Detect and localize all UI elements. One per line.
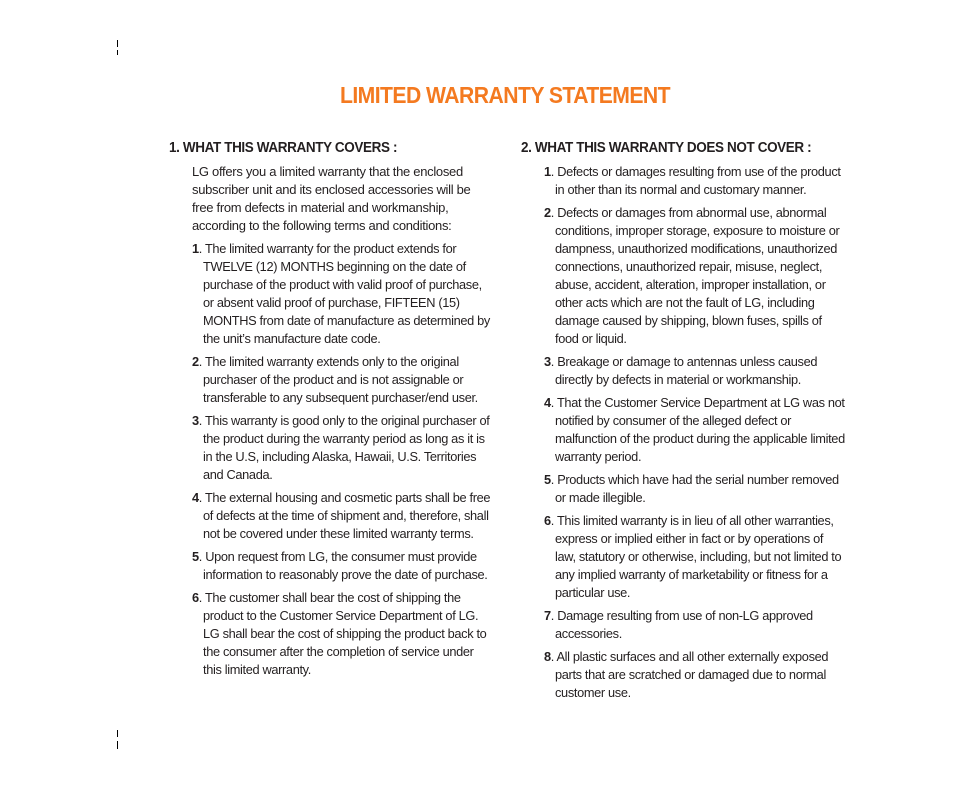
crop-mark-top-2 [117,50,118,55]
item-text: . This limited warranty is in lieu of all other warranties, express or implied either in fact or by operations of law, statutory or otherwise, including, but not limited to any implied warranty of marketability or fitness for a particular use. [550,513,842,600]
list-item [544,648,845,702]
item-text: . This warranty is good only to the original purchaser of the product during the warranty period as long as it is in the U.S, including Alaska, Hawaii, U.S. Territories and Canada. [198,413,490,482]
item-number: 4 [544,395,551,410]
item-text: . The limited warranty extends only to the original purchaser of the product and is not assignable or transferable to any subsequent purchaser/end user. [198,354,478,405]
list-item [192,353,493,407]
item-number: 5 [544,472,551,487]
item-number: 5 [192,549,199,564]
crop-mark-bottom-2 [117,741,118,749]
crop-mark-top [117,40,118,47]
item-number: 6 [544,513,551,528]
list-item [192,412,493,484]
item-text: . The external housing and cosmetic parts shall be free of defects at the time of shipment and, therefore, shall not be covered under these limited warranty terms. [198,490,491,541]
list-item [192,589,493,679]
item-number: 8 [544,649,551,664]
list-item [544,204,845,348]
item-number: 3 [544,354,551,369]
list-item [544,512,845,602]
item-number: 7 [544,608,551,623]
list-item [544,607,845,643]
item-number: 4 [192,490,199,505]
list-item [192,240,493,348]
list-item [192,489,493,543]
item-text: . Upon request from LG, the consumer must provide information to reasonably prove the date of purchase. [198,549,488,582]
list-item [544,163,845,199]
item-number: 1 [192,241,199,256]
does-not-cover-heading: 2. WHAT THIS WARRANTY DOES NOT COVER : [521,140,812,156]
does-not-cover-section [521,139,851,707]
item-text: . Products which have had the serial number removed or made illegible. [550,472,839,505]
item-text: . The limited warranty for the product extends for TWELVE (12) MONTHS beginning on the date of purchase of the product with valid proof of purchase, or absent valid proof of purchase, FIFTEEN (15) MONTHS from date of manufacture as determined by the unit’s manufacture date code. [198,241,490,346]
covers-heading: 1. WHAT THIS WARRANTY COVERS : [169,140,398,156]
list-item [544,471,845,507]
item-number: 2 [544,205,551,220]
item-text: . Damage resulting from use of non-LG approved accessories. [550,608,813,641]
item-text: . Defects or damages from abnormal use, abnormal conditions, improper storage, exposure to moisture or dampness, unauthorized modifications, unauthorized connections, unauthorized repair, misuse, neglect, abuse, accident, alteration, improper installation, or other acts which are not the fault of LG, including damage caused by shipping, blown fuses, spills of food or liquid. [550,205,840,346]
item-text: . The customer shall bear the cost of shipping the product to the Customer Service Department of LG. LG shall bear the cost of shipping the product back to the consumer after the completion of service under this limited warranty. [198,590,487,677]
item-text: . Breakage or damage to antennas unless caused directly by defects in material or workmanship. [550,354,818,387]
list-item [544,394,845,466]
page-title: LIMITED WARRANTY STATEMENT [339,82,671,108]
covers-intro: LG offers you a limited warranty that the enclosed subscriber unit and its enclosed accessories will be free from defects in material and workmanship, according to the following terms and conditions: [192,164,471,233]
item-text: . All plastic surfaces and all other externally exposed parts that are scratched or damaged due to normal customer use. [550,649,829,700]
item-number: 6 [192,590,199,605]
covers-list [192,240,499,679]
item-text: . That the Customer Service Department at LG was not notified by consumer of the alleged defect or malfunction of the product during the applicable limited warranty period. [550,395,845,464]
does-not-cover-list [544,163,851,702]
item-number: 3 [192,413,199,428]
crop-mark-bottom [117,730,118,737]
covers-section [169,139,499,684]
item-text: . Defects or damages resulting from use of the product in other than its normal and customary manner. [550,164,841,197]
item-number: 1 [544,164,551,179]
item-number: 2 [192,354,199,369]
list-item [192,548,493,584]
list-item [544,353,845,389]
